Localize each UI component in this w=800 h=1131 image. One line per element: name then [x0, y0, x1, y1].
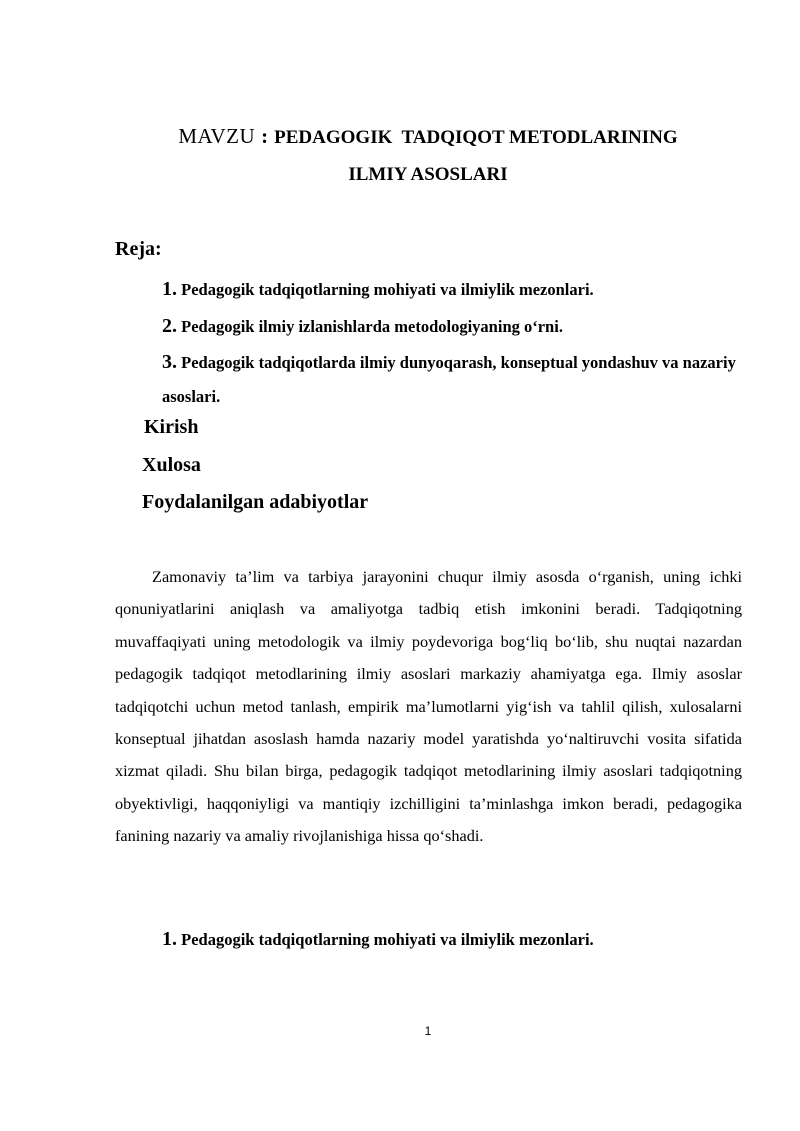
plan-section-kirish: Kirish — [144, 416, 199, 438]
section-heading-text: Pedagogik tadqiqotlarning mohiyati va ilmiylik mezonlari. — [181, 930, 594, 949]
page-number: 1 — [424, 1024, 432, 1038]
plan-item-number: 3. — [162, 351, 177, 373]
section-heading-number: 1. — [162, 928, 177, 950]
plan-item-1 — [162, 272, 752, 307]
title-colon: : — [261, 124, 269, 148]
plan-item-2 — [162, 309, 752, 344]
plan-item-text: Pedagogik tadqiqotlarning mohiyati va ilmiylik mezonlari. — [181, 280, 594, 299]
plan-section-references: Foydalanilgan adabiyotlar — [142, 491, 369, 513]
plan-item-text: Pedagogik tadqiqotlarda ilmiy dunyoqarash, konseptual yondashuv va nazariy asoslari. — [162, 353, 736, 406]
document-title-line-1 — [0, 124, 800, 149]
section-heading-1 — [162, 922, 594, 957]
plan-item-number: 1. — [162, 278, 177, 300]
plan-section-xulosa: Xulosa — [142, 454, 201, 476]
plan-item-3 — [162, 345, 752, 414]
title-text-line-1: PEDAGOGIK TADQIQOT METODLARINING — [274, 127, 678, 148]
document-title-line-2: ILMIY ASOSLARI — [348, 164, 508, 185]
plan-item-text: Pedagogik ilmiy izlanishlarda metodologiyaning o‘rni. — [181, 317, 563, 336]
title-mavzu-label: MAVZU — [178, 124, 256, 148]
plan-label: Reja: — [115, 238, 162, 260]
intro-paragraph: Zamonaviy ta’lim va tarbiya jarayonini chuqur ilmiy asosda o‘rganish, uning ichki qonuniyatlarini aniqlash va amaliyotga tadbiq etish imkonini beradi. Tadqiqotning muvaffaqiyati uning metodologik va ilmiy poydevoriga bog‘liq bo‘lib, shu nuqtai nazardan pedagogik tadqiqot metodlarining ilmiy asoslari markaziy ahamiyatga ega. Ilmiy asoslar tadqiqotchi uchun metod tanlash, empirik ma’lumotlarni yig‘ish va tahlil qilish, xulosalarni konseptual jihatdan asoslash hamda nazariy model yaratishda yo‘naltiruvchi vosita sifatida xizmat qiladi. Shu bilan birga, pedagogik tadqiqot metodlarining ilmiy asoslari tadqiqotning obyektivligi, haqqoniyligi va mantiqiy izchilligini ta’minlashga imkon beradi, pedagogika fanining nazariy va amaliy rivojlanishiga hissa qo‘shadi. — [115, 567, 742, 846]
plan-item-number: 2. — [162, 315, 177, 337]
